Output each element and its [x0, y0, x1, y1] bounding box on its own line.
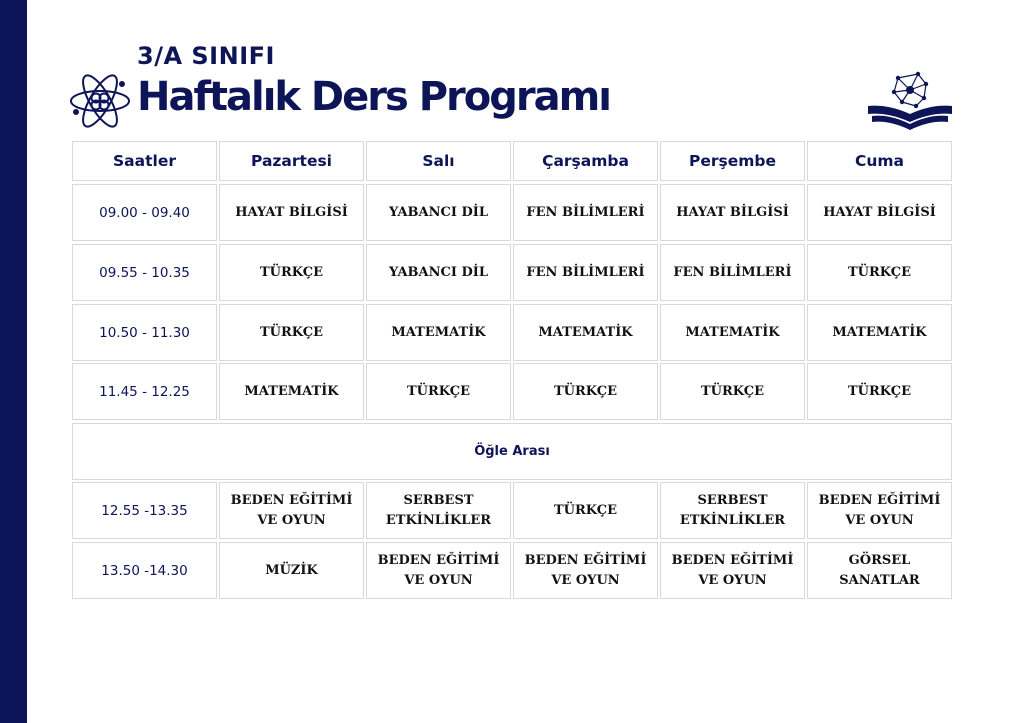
time-cell: 13.50 -14.30	[72, 542, 217, 599]
lesson-cell: YABANCI DİL	[366, 244, 511, 301]
lesson-cell: TÜRKÇE	[219, 304, 364, 361]
time-cell: 09.55 - 10.35	[72, 244, 217, 301]
time-cell: 10.50 - 11.30	[72, 304, 217, 361]
header-cuma: Cuma	[807, 141, 952, 181]
lesson-cell: MATEMATİK	[219, 363, 364, 420]
lesson-cell: FEN BİLİMLERİ	[513, 184, 658, 241]
lesson-cell: BEDEN EĞİTİMİ VE OYUN	[366, 542, 511, 599]
lesson-cell: TÜRKÇE	[513, 482, 658, 539]
header-carsamba: Çarşamba	[513, 141, 658, 181]
lesson-cell: BEDEN EĞİTİMİ VE OYUN	[513, 542, 658, 599]
lesson-cell: TÜRKÇE	[807, 244, 952, 301]
lesson-cell: SERBEST ETKİNLİKLER	[660, 482, 805, 539]
header-pazartesi: Pazartesi	[219, 141, 364, 181]
lesson-cell: TÜRKÇE	[660, 363, 805, 420]
lesson-cell: GÖRSEL SANATLAR	[807, 542, 952, 599]
open-book-network-icon	[866, 70, 954, 130]
schedule-table	[72, 141, 952, 600]
lesson-cell: MATEMATİK	[366, 304, 511, 361]
side-accent-bar	[0, 0, 27, 723]
lesson-cell: BEDEN EĞİTİMİ VE OYUN	[219, 482, 364, 539]
time-cell: 09.00 - 09.40	[72, 184, 217, 241]
lesson-cell: MATEMATİK	[513, 304, 658, 361]
lesson-cell: TÜRKÇE	[807, 363, 952, 420]
lesson-cell: HAYAT BİLGİSİ	[807, 184, 952, 241]
lesson-cell: YABANCI DİL	[366, 184, 511, 241]
lesson-cell: BEDEN EĞİTİMİ VE OYUN	[807, 482, 952, 539]
page-title: Haftalık Ders Programı	[137, 74, 610, 120]
lesson-cell: MÜZİK	[219, 542, 364, 599]
lesson-cell: BEDEN EĞİTİMİ VE OYUN	[660, 542, 805, 599]
header-sali: Salı	[366, 141, 511, 181]
lunch-break-row: Öğle Arası	[72, 423, 952, 480]
lesson-cell: TÜRKÇE	[513, 363, 658, 420]
lesson-cell: HAYAT BİLGİSİ	[219, 184, 364, 241]
lesson-cell: FEN BİLİMLERİ	[660, 244, 805, 301]
header-saatler: Saatler	[72, 141, 217, 181]
lesson-cell: HAYAT BİLGİSİ	[660, 184, 805, 241]
lesson-cell: FEN BİLİMLERİ	[513, 244, 658, 301]
lesson-cell: MATEMATİK	[807, 304, 952, 361]
lesson-cell: MATEMATİK	[660, 304, 805, 361]
lesson-cell: SERBEST ETKİNLİKLER	[366, 482, 511, 539]
class-label: 3/A SINIFI	[137, 42, 275, 70]
lesson-cell: TÜRKÇE	[219, 244, 364, 301]
header-persembe: Perşembe	[660, 141, 805, 181]
lesson-cell: TÜRKÇE	[366, 363, 511, 420]
time-cell: 12.55 -13.35	[72, 482, 217, 539]
time-cell: 11.45 - 12.25	[72, 363, 217, 420]
atom-icon	[70, 70, 130, 132]
